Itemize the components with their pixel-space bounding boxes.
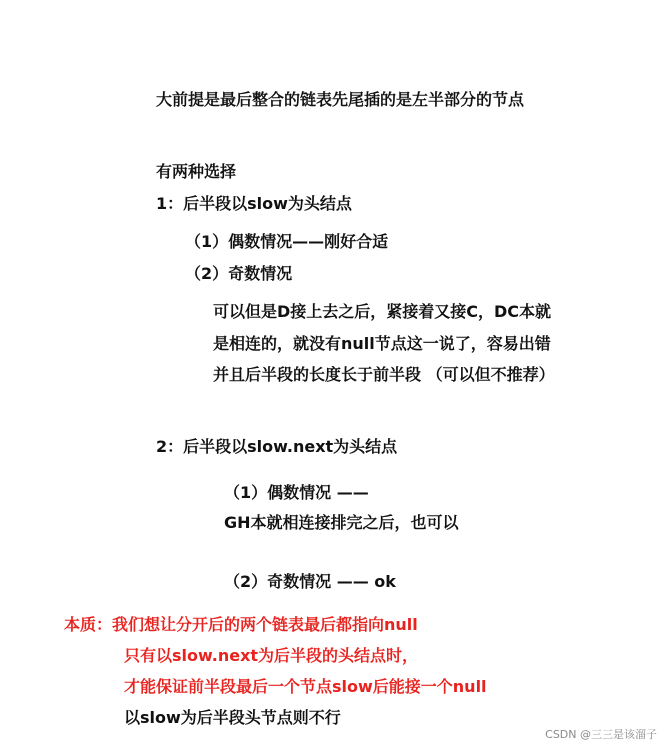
option-1-even-case: （1）偶数情况——刚好合适: [185, 232, 389, 251]
essence-detail-1: 只有以slow.next为后半段的头结点时，: [124, 646, 419, 665]
essence-statement: 本质：我们想让分开后的两个链表最后都指向null: [64, 615, 418, 634]
essence-detail-2: 才能保证前半段最后一个节点slow后能接一个null: [124, 677, 487, 696]
option-1-odd-case: （2）奇数情况: [185, 264, 293, 283]
option-2-even-detail: GH本就相连接排完之后，也可以: [224, 513, 459, 532]
option-1-odd-detail-2: 是相连的，就没有null节点这一说了，容易出错: [213, 334, 551, 353]
csdn-watermark: CSDN @三三是该溜子: [545, 728, 657, 741]
option-2-heading: 2：后半段以slow.next为头结点: [156, 437, 398, 456]
option-1-odd-detail-3: 并且后半段的长度长于前半段 （可以但不推荐）: [213, 365, 555, 384]
option-2-odd-case: （2）奇数情况 —— ok: [224, 572, 396, 591]
option-2-even-case: （1）偶数情况 ——: [224, 483, 369, 502]
intro-premise: 大前提是最后整合的链表先尾插的是左半部分的节点: [156, 90, 525, 109]
essence-conclusion: 以slow为后半段头节点则不行: [124, 708, 341, 727]
choices-heading: 有两种选择: [156, 162, 237, 181]
option-1-odd-detail-1: 可以但是D接上去之后，紧接着又接C，DC本就: [213, 302, 552, 321]
option-1-heading: 1：后半段以slow为头结点: [156, 194, 352, 213]
